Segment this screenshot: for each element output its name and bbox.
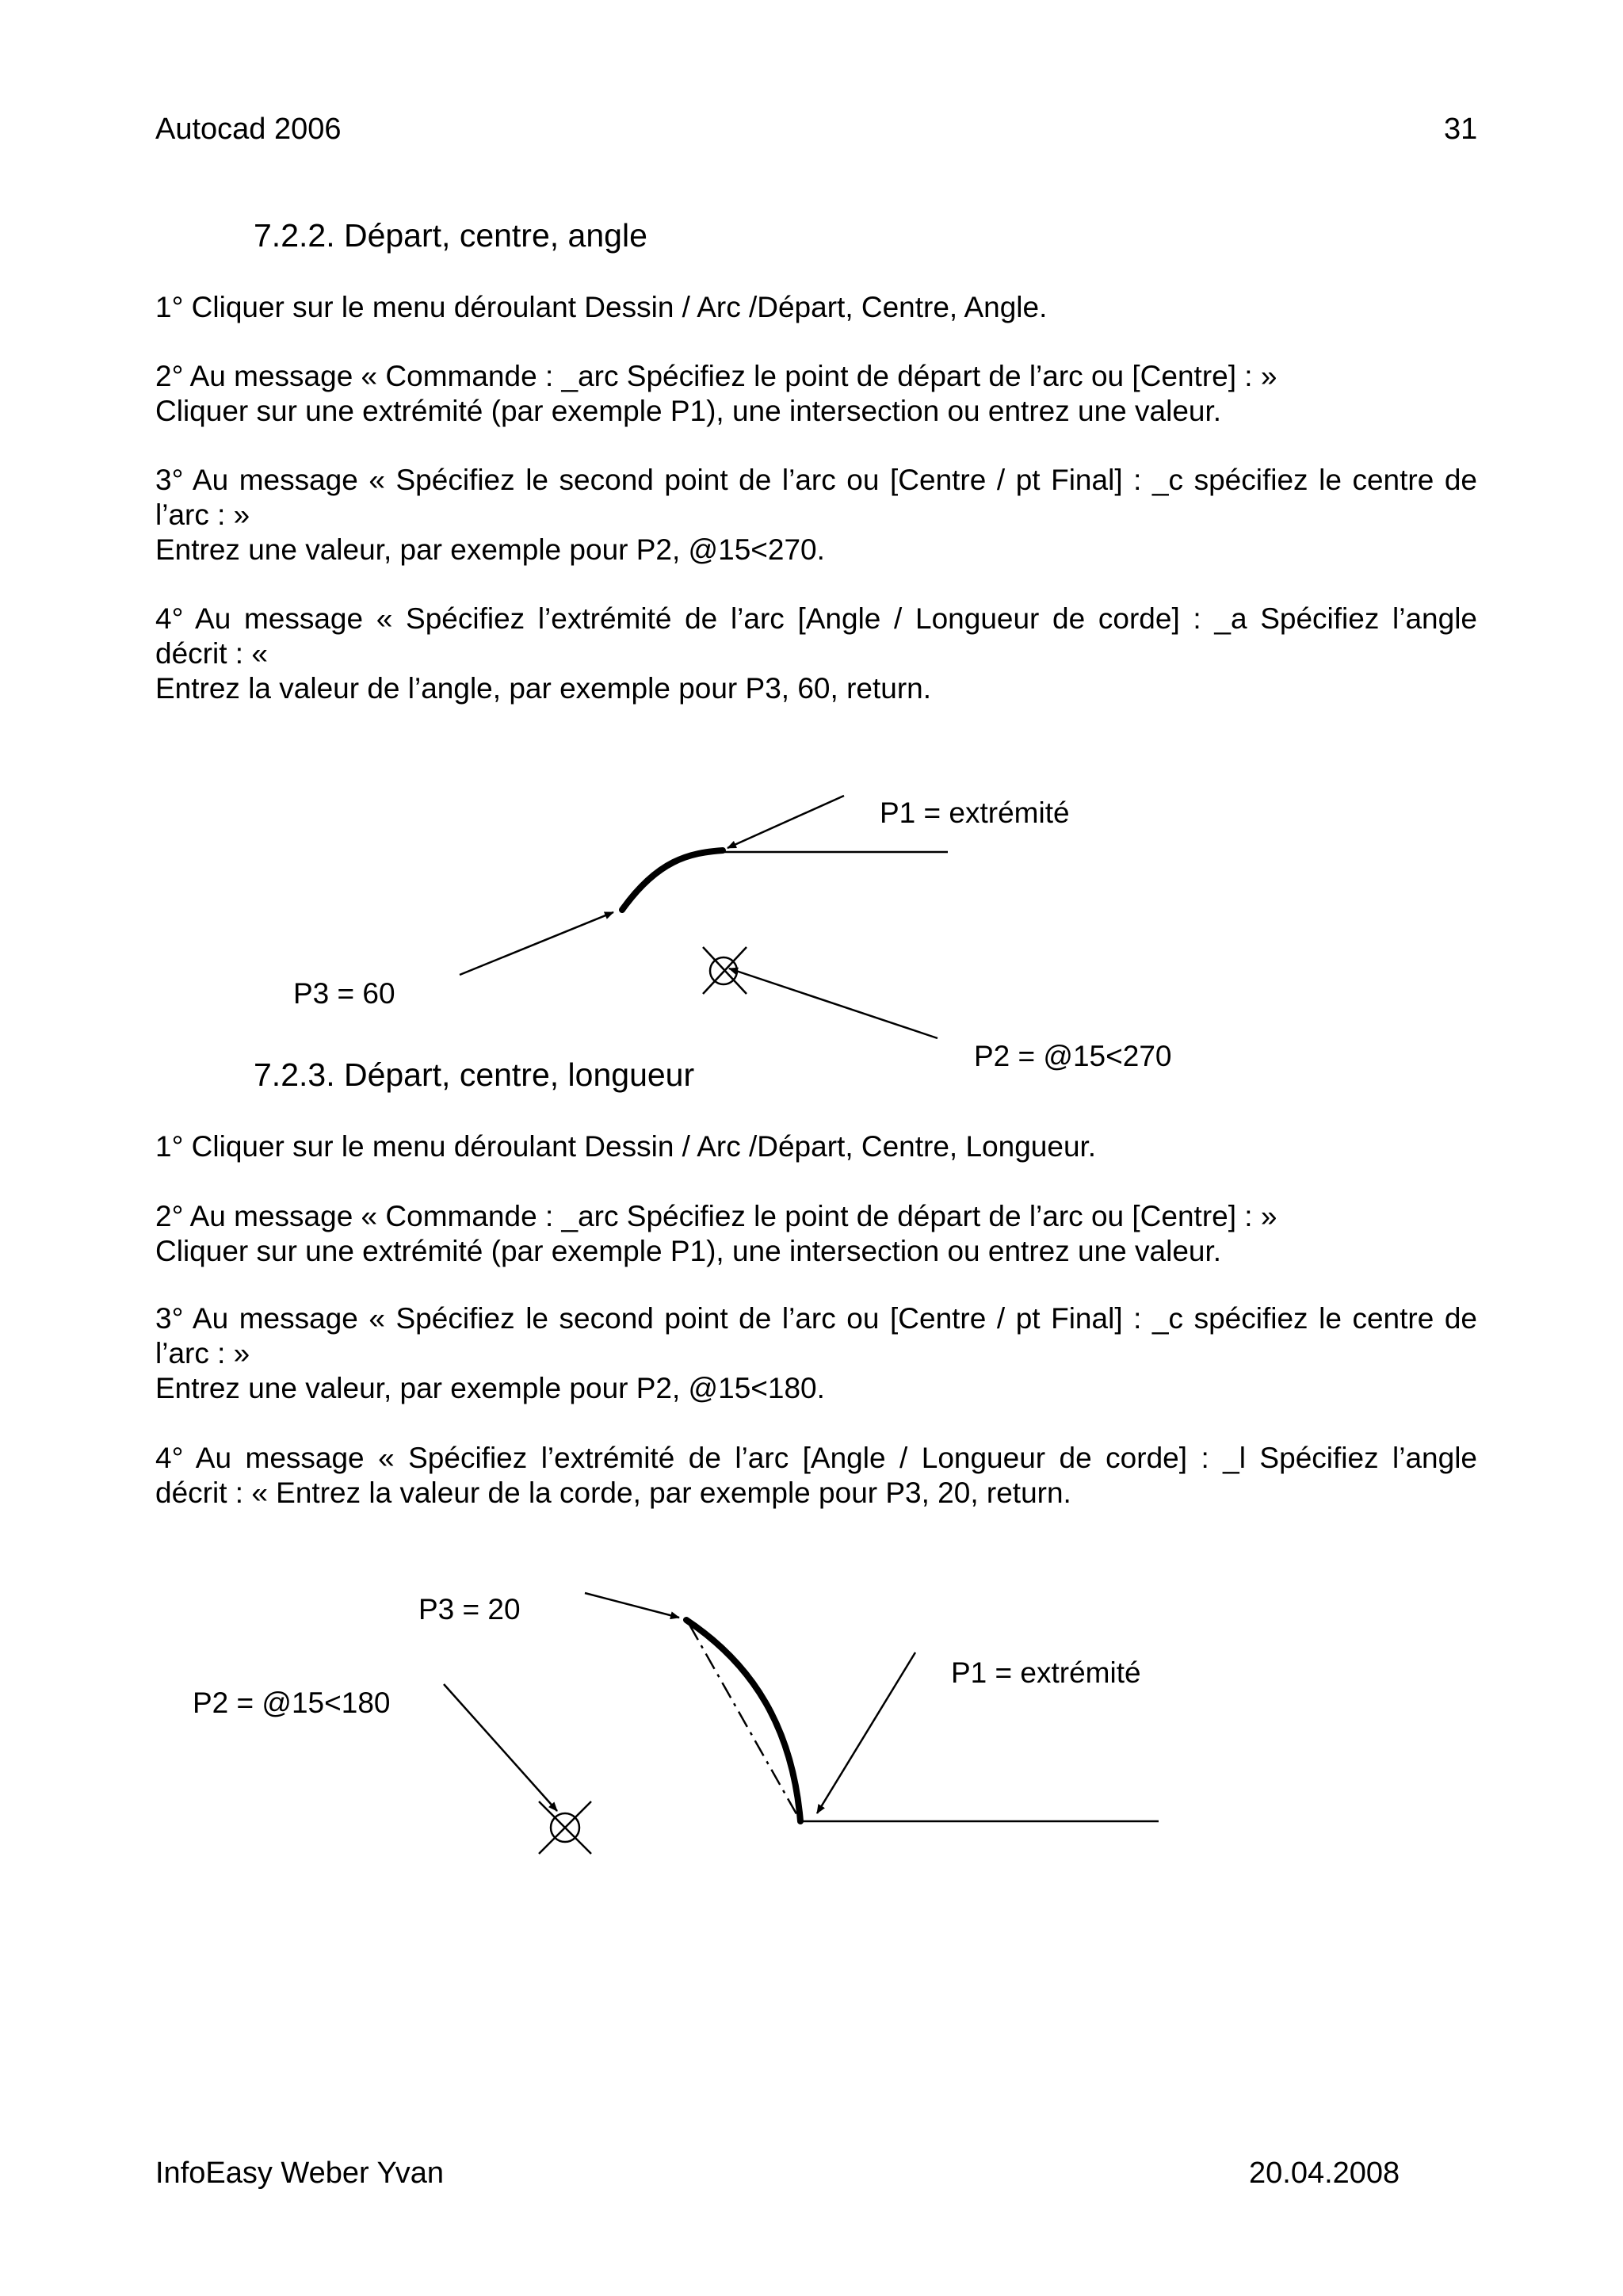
text-line: 2° Au message « Commande : _arc Spécifiez le point de départ de l’arc ou [Centre] : » bbox=[155, 1200, 1277, 1232]
leader-p1 bbox=[727, 796, 844, 848]
footer-author: InfoEasy Weber Yvan bbox=[155, 2157, 445, 2190]
arc-curve bbox=[622, 850, 723, 910]
text-line: Entrez la valeur de l’angle, par exemple pour P3, 60, return. bbox=[155, 672, 932, 705]
section-heading: 7.2.3. Départ, centre, longueur bbox=[254, 1056, 695, 1093]
text-line: Cliquer sur une extrémité (par exemple P1), une intersection ou entrez une valeur. bbox=[155, 395, 1222, 427]
center-marker-icon bbox=[539, 1801, 591, 1854]
text-line: 4° Au message « Spécifiez l’extrémité de l’arc [Angle / Longueur de corde] : _l Spécifiez l’angle bbox=[155, 1442, 1477, 1474]
leader-p2 bbox=[729, 968, 938, 1038]
chord-line bbox=[689, 1625, 799, 1818]
text-line: décrit : « Entrez la valeur de la corde, par exemple pour P3, 20, return. bbox=[155, 1477, 1071, 1509]
arc-angle-diagram bbox=[0, 777, 1623, 1046]
label-p3: P3 = 20 bbox=[418, 1593, 521, 1626]
label-p2: P2 = @15<270 bbox=[974, 1040, 1172, 1072]
footer-date: 20.04.2008 bbox=[1249, 2157, 1400, 2190]
text-line: 1° Cliquer sur le menu déroulant Dessin / Arc /Départ, Centre, Longueur. bbox=[155, 1130, 1097, 1163]
label-p2: P2 = @15<180 bbox=[193, 1687, 391, 1719]
label-p1: P1 = extrémité bbox=[951, 1656, 1141, 1689]
section-heading: 7.2.2. Départ, centre, angle bbox=[254, 217, 647, 254]
text-line: 1° Cliquer sur le menu déroulant Dessin / Arc /Départ, Centre, Angle. bbox=[155, 291, 1048, 323]
text-line: décrit : « bbox=[155, 637, 268, 670]
step-2 bbox=[155, 359, 1477, 429]
text-line: Entrez une valeur, par exemple pour P2, @15<180. bbox=[155, 1372, 825, 1404]
text-line: l’arc : » bbox=[155, 499, 250, 531]
step-4 bbox=[155, 1441, 1477, 1511]
leader-p3 bbox=[460, 912, 613, 975]
running-header: Autocad 2006 bbox=[155, 113, 342, 146]
text-line: 3° Au message « Spécifiez le second point de l’arc ou [Centre / pt Final] : _c spécifiez le centre de bbox=[155, 1302, 1477, 1335]
leader-p3 bbox=[585, 1593, 679, 1618]
page-number: 31 bbox=[1444, 113, 1478, 146]
center-marker-icon bbox=[703, 947, 747, 994]
step-3 bbox=[155, 463, 1477, 567]
text-line: Entrez une valeur, par exemple pour P2, @15<270. bbox=[155, 533, 825, 566]
text-line: l’arc : » bbox=[155, 1337, 250, 1370]
arc-length-diagram bbox=[0, 1569, 1623, 1870]
step-1 bbox=[155, 1129, 1477, 1164]
label-p1: P1 = extrémité bbox=[880, 797, 1070, 829]
leader-p1 bbox=[817, 1652, 915, 1813]
text-line: 3° Au message « Spécifiez le second point de l’arc ou [Centre / pt Final] : _c spécifiez le centre de bbox=[155, 464, 1477, 496]
text-line: Cliquer sur une extrémité (par exemple P1), une intersection ou entrez une valeur. bbox=[155, 1235, 1222, 1267]
text-line: 2° Au message « Commande : _arc Spécifiez le point de départ de l’arc ou [Centre] : » bbox=[155, 360, 1277, 392]
step-1 bbox=[155, 290, 1477, 325]
step-2 bbox=[155, 1199, 1477, 1269]
label-p3: P3 = 60 bbox=[293, 977, 395, 1010]
leader-p2 bbox=[444, 1684, 557, 1811]
step-4 bbox=[155, 602, 1477, 706]
text-line: 4° Au message « Spécifiez l’extrémité de l’arc [Angle / Longueur de corde] : _a Spécifiez l’angle bbox=[155, 602, 1477, 635]
step-3 bbox=[155, 1301, 1477, 1406]
